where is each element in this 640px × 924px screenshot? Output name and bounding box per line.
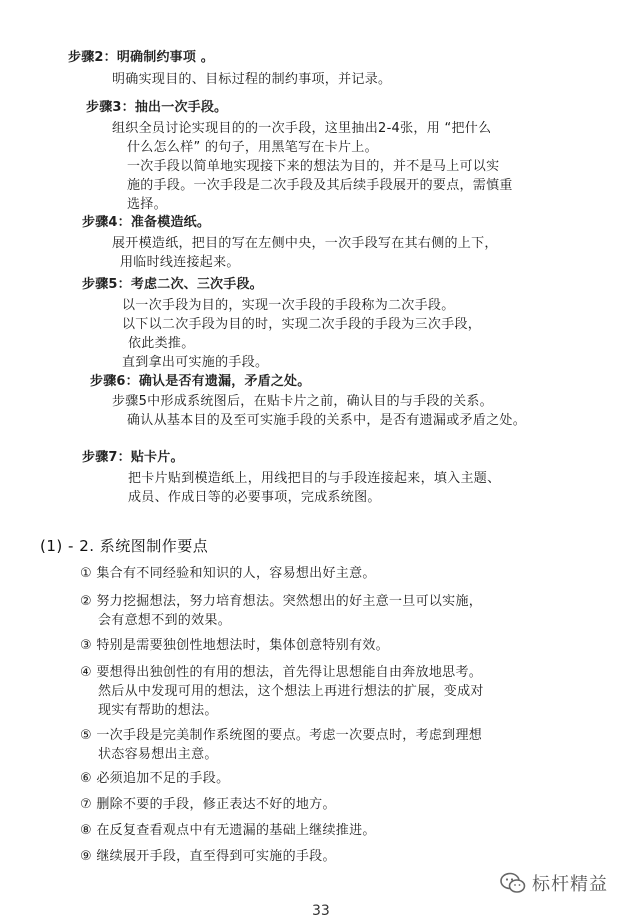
point-5-line-2: 状态容易想出主意。 (98, 747, 218, 762)
step-6-line-1: 步骤5中形成系统图后，在贴卡片之前，确认目的与手段的关系。 (112, 394, 493, 409)
step-3-title: 步骤3：抽出一次手段。 (86, 100, 228, 115)
watermark (500, 870, 608, 899)
point-2-line-2: 会有意想不到的效果。 (98, 613, 232, 628)
step-2-title: 步骤2：明确制约事项 。 (68, 50, 214, 65)
step-4-title: 步骤4：准备模造纸。 (82, 215, 211, 230)
point-5-line-1: ⑤ 一次手段是完美制作系统图的要点。考虑一次要点时，考虑到理想 (80, 728, 483, 743)
point-4-line-1: ④ 要想得出独创性的有用的想法，首先得让思想能自由奔放地思考。 (80, 665, 483, 680)
step-5-title: 步骤5：考虑二次、三次手段。 (82, 277, 263, 292)
point-2-line-1: ② 努力挖掘想法，努力培育想法。突然想出的好主意一旦可以实施， (80, 594, 483, 609)
point-1: ① 集合有不同经验和知识的人，容易想出好主意。 (80, 566, 376, 581)
step-4-line-2: 用临时线连接起来。 (120, 255, 240, 270)
point-6: ⑥ 必须追加不足的手段。 (80, 771, 230, 786)
step-7-title: 步骤7：贴卡片。 (82, 450, 184, 465)
step-3-line-1: 组织全员讨论实现目的的一次手段，这里抽出2-4张，用 “把什么 (112, 121, 492, 136)
step-5-line-1: 以一次手段为目的，实现一次手段的手段称为二次手段。 (122, 298, 455, 313)
step-6-line-2: 确认从基本目的及至可实施手段的关系中，是否有遗漏或矛盾之处。 (127, 413, 527, 428)
watermark-text: 标杆精益 (532, 874, 608, 895)
step-3-line-3: 一次手段以简单地实现接下来的想法为目的，并不是马上可以实 (127, 159, 500, 174)
point-4-line-2: 然后从中发现可用的想法，这个想法上再进行想法的扩展，变成对 (98, 684, 484, 699)
step-5-line-4: 直到拿出可实施的手段。 (122, 355, 269, 370)
section-title: (1) - 2. 系统图制作要点 (40, 537, 209, 555)
step-7-line-1: 把卡片贴到模造纸上，用线把目的与手段连接起来，填入主题、 (128, 471, 501, 486)
step-3-line-2: 什么怎么样” 的句子，用黑笔写在卡片上。 (127, 140, 378, 155)
point-7: ⑦ 删除不要的手段，修正表达不好的地方。 (80, 797, 336, 812)
step-5-line-2: 以下以二次手段为目的时，实现二次手段的手段为三次手段， (122, 317, 482, 332)
step-3-line-4: 施的手段。一次手段是二次手段及其后续手段展开的要点，需慎重 (127, 178, 513, 193)
page-number: 33 (312, 903, 330, 919)
step-5-line-3: 依此类推。 (128, 336, 195, 351)
point-8: ⑧ 在反复查看观点中有无遗漏的基础上继续推进。 (80, 823, 376, 838)
step-6-title: 步骤6：确认是否有遗漏，矛盾之处。 (90, 374, 311, 389)
step-4-line-1: 展开模造纸，把目的写在左侧中央，一次手段写在其右侧的上下， (112, 236, 498, 251)
point-4-line-3: 现实有帮助的想法。 (98, 703, 218, 718)
point-9: ⑨ 继续展开手段，直至得到可实施的手段。 (80, 849, 336, 864)
step-7-line-2: 成员、作成日等的必要事项，完成系统图。 (128, 490, 381, 505)
step-2-line-1: 明确实现目的、目标过程的制约事项，并记录。 (112, 72, 392, 87)
point-3: ③ 特别是需要独创性地想法时，集体创意特别有效。 (80, 638, 389, 653)
wechat-icon (500, 872, 526, 899)
step-3-line-5: 选择。 (127, 197, 167, 212)
